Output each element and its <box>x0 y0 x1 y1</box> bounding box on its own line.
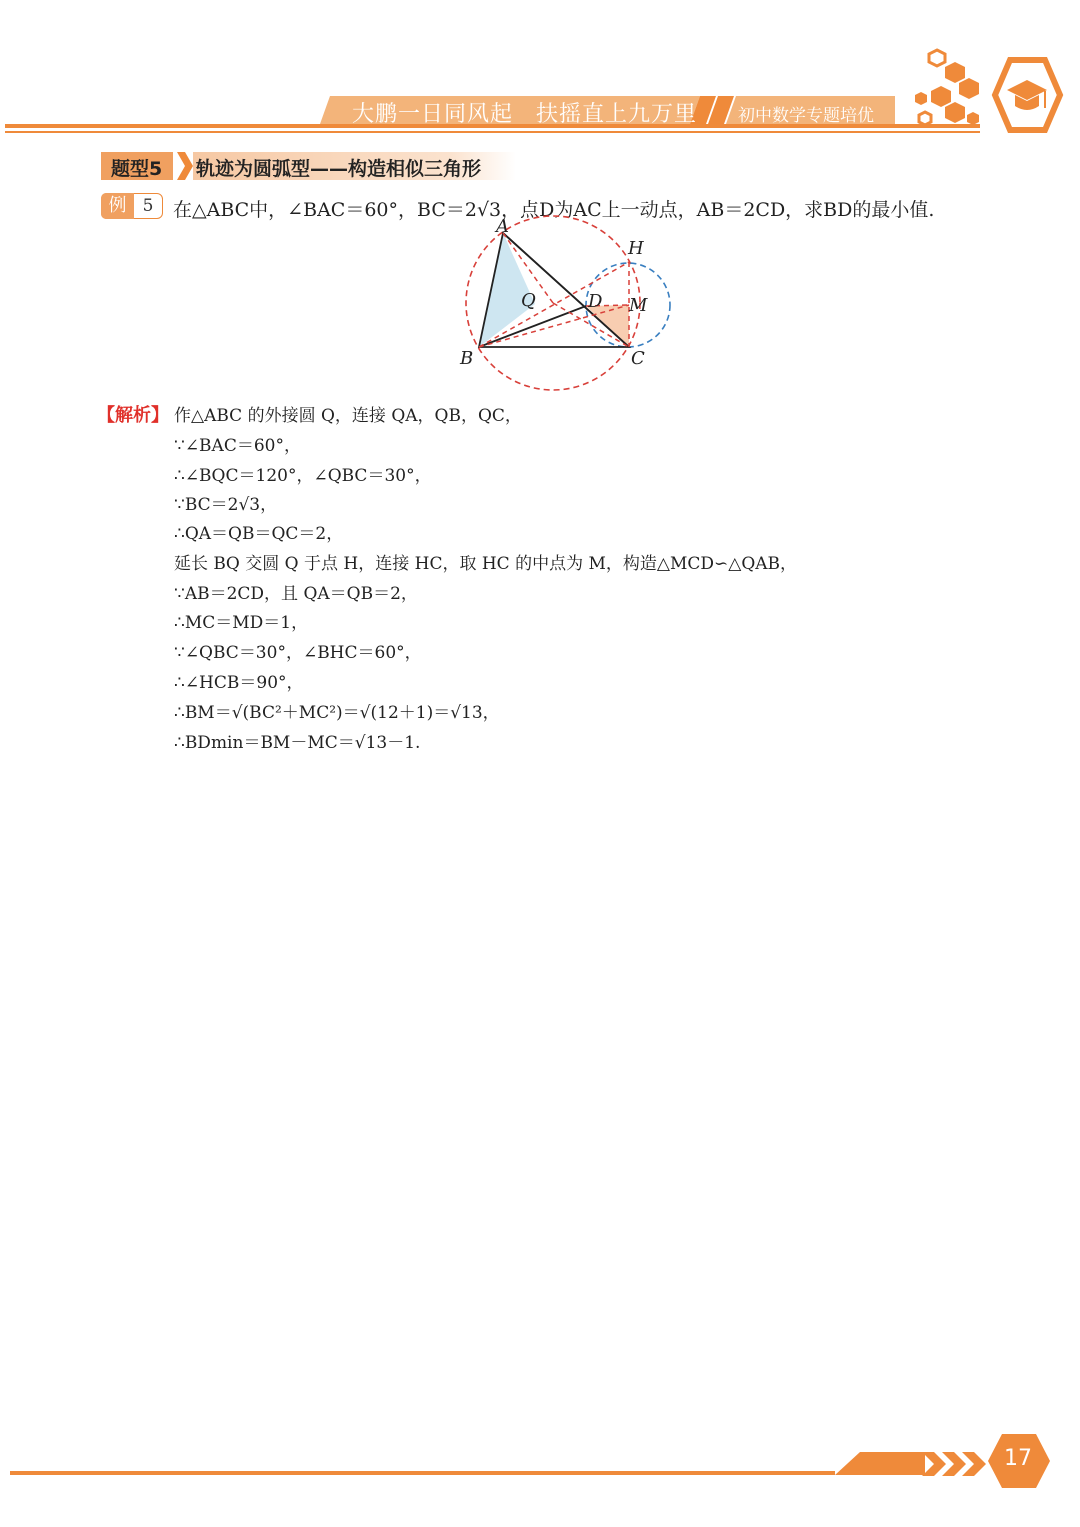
footer-band <box>0 1425 1080 1500</box>
solution-line: ∵AB＝2CD，且 QA＝QB＝2， <box>174 584 418 604</box>
graduation-cap-icon <box>905 40 1065 150</box>
problem-statement: 在△ABC中，∠BAC＝60°，BC＝2√3，点D为AC上一动点，AB＝2CD，求BD的最小值. <box>173 199 935 221</box>
solution-line: ∵∠QBC＝30°，∠BHC＝60°， <box>174 643 422 663</box>
page-number: 17 <box>1004 1446 1032 1471</box>
example-number: 5 <box>142 196 154 216</box>
header-slogan: 大鹏一日同风起 扶摇直上九万里 <box>352 102 698 127</box>
label-d: D <box>588 291 603 312</box>
section-type-label: 题型5 <box>111 158 163 180</box>
solution-line: ∵BC＝2√3， <box>174 495 278 515</box>
solution-line: ∴BDmin＝BM－MC＝√13－1. <box>174 733 421 753</box>
solution-line: ∴QA＝QB＝QC＝2， <box>174 524 344 544</box>
solution-line: ∴∠BQC＝120°，∠QBC＝30°， <box>174 466 432 486</box>
section-title: 轨迹为圆弧型——构造相似三角形 <box>196 158 482 180</box>
geometry-figure <box>455 215 685 400</box>
solution-line: ∴BM＝√(BC²＋MC²)＝√(12＋1)＝√13， <box>174 703 500 723</box>
label-q: Q <box>521 290 536 311</box>
solution-line: 作△ABC 的外接圆 Q，连接 QA，QB，QC， <box>174 406 522 426</box>
solution-line: ∴MC＝MD＝1， <box>174 613 309 633</box>
header-subject: 初中数学专题培优 <box>738 106 874 126</box>
example-label: 例 <box>101 193 134 219</box>
solution-line: 延长 BQ 交圆 Q 于点 H，连接 HC，取 HC 的中点为 M，构造△MCD∽△QAB， <box>174 554 798 574</box>
label-a: A <box>496 216 509 237</box>
label-h: H <box>628 238 644 259</box>
label-m: M <box>629 295 648 316</box>
solution-tag: 【解析】 <box>97 405 169 426</box>
solution-line: ∴∠HCB＝90°， <box>174 673 304 693</box>
label-c: C <box>631 348 645 369</box>
label-b: B <box>460 348 474 369</box>
solution-line: ∵∠BAC＝60°， <box>174 436 301 456</box>
